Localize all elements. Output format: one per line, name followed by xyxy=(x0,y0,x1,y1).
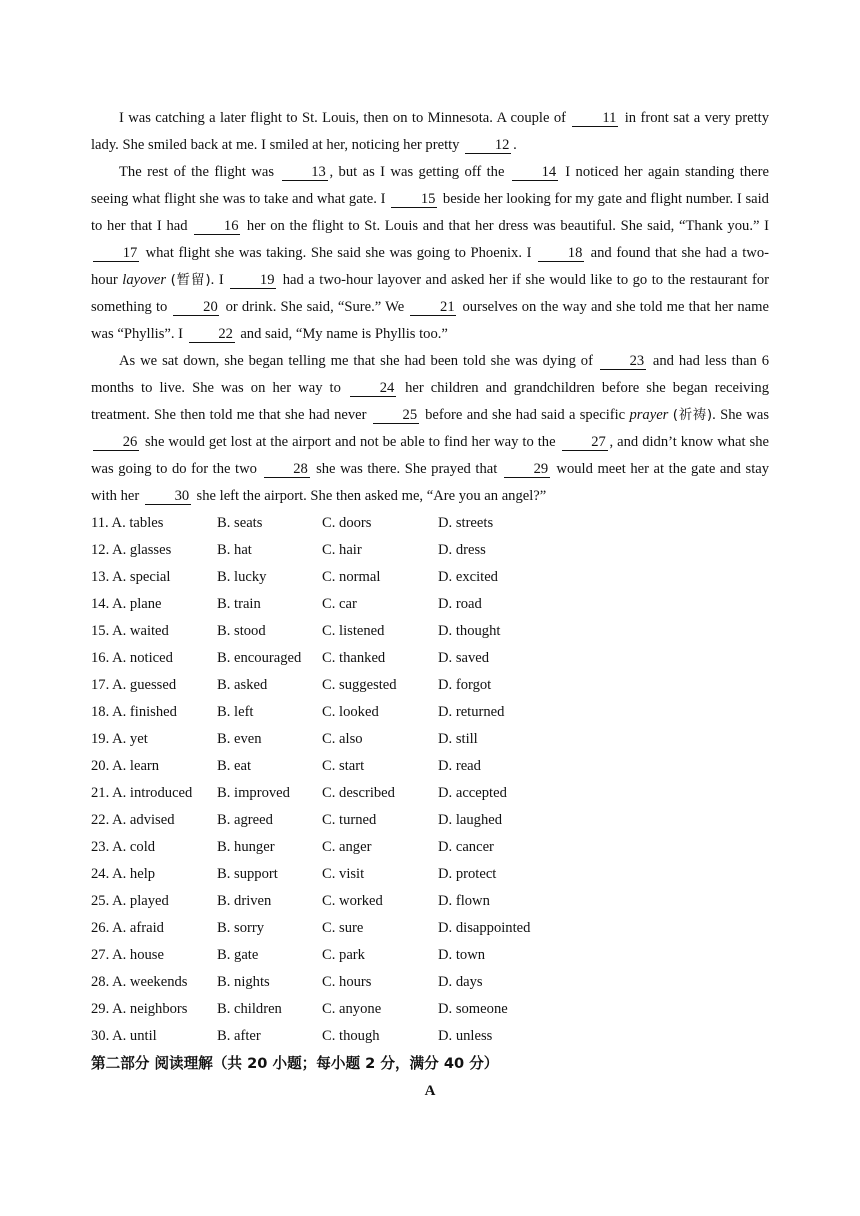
blank-13: 13 xyxy=(282,164,328,181)
option-c: C. anger xyxy=(322,839,372,855)
option-c: C. sure xyxy=(322,920,364,936)
blank-20: 20 xyxy=(173,299,219,316)
option-row xyxy=(91,807,791,834)
option-a: 16. A. noticed xyxy=(91,650,173,666)
option-a: 26. A. afraid xyxy=(91,920,164,936)
option-a: 12. A. glasses xyxy=(91,542,172,558)
option-a: 24. A. help xyxy=(91,866,156,882)
option-row xyxy=(91,942,791,969)
blank-24: 24 xyxy=(350,380,396,397)
gloss-term: prayer xyxy=(629,407,669,423)
option-c: C. start xyxy=(322,758,365,774)
blank-26: 26 xyxy=(93,434,139,451)
option-c: C. described xyxy=(322,785,395,801)
passage-text: had a two-hour layover and asked her if she would like to go to the restaurant for something to xyxy=(91,272,769,315)
option-b: B. encouraged xyxy=(217,650,302,666)
option-a: 30. A. until xyxy=(91,1028,157,1044)
option-row xyxy=(91,672,791,699)
blank-21: 21 xyxy=(410,299,456,316)
option-b: B. hat xyxy=(217,542,252,558)
option-a: 27. A. house xyxy=(91,947,164,963)
blank-18: 18 xyxy=(538,245,584,262)
passage-text: , but as I was getting off the xyxy=(329,164,505,180)
passage-text: what flight she was taking. She said she was going to Phoenix. I xyxy=(145,245,532,261)
blank-16: 16 xyxy=(194,218,240,235)
option-a: 13. A. special xyxy=(91,569,171,585)
paragraph-2 xyxy=(91,159,769,348)
passage-text: or drink. She said, “Sure.” We xyxy=(225,299,405,315)
option-row xyxy=(91,537,791,564)
option-c: C. worked xyxy=(322,893,383,909)
option-d: D. someone xyxy=(438,1001,508,1017)
passage-text: and had less than 6 months to live. She was on her way to xyxy=(91,353,770,396)
passage-text: . I xyxy=(210,272,224,288)
blank-19: 19 xyxy=(230,272,276,289)
option-c: C. visit xyxy=(322,866,365,882)
option-c: C. doors xyxy=(322,515,372,531)
option-d: D. cancer xyxy=(438,839,494,855)
blank-27: 27 xyxy=(562,434,608,451)
blank-22: 22 xyxy=(189,326,235,343)
option-a: 14. A. plane xyxy=(91,596,162,612)
option-b: B. gate xyxy=(217,947,259,963)
option-row xyxy=(91,888,791,915)
option-c: C. hours xyxy=(322,974,372,990)
gloss-term: layover xyxy=(122,272,167,288)
blank-15: 15 xyxy=(391,191,437,208)
passage-text: I noticed her again standing there seeing what flight she was to take and what gate. I xyxy=(91,164,769,207)
option-a: 15. A. waited xyxy=(91,623,169,639)
option-d: D. road xyxy=(438,596,482,612)
option-a: 21. A. introduced xyxy=(91,785,193,801)
option-a: 19. A. yet xyxy=(91,731,148,747)
blank-17: 17 xyxy=(93,245,139,262)
blank-29: 29 xyxy=(504,461,550,478)
option-c: C. though xyxy=(322,1028,380,1044)
option-row xyxy=(91,726,791,753)
option-d: D. still xyxy=(438,731,478,747)
option-c: C. looked xyxy=(322,704,379,720)
passage-text: ourselves on the way and she told me that her name was “Phyllis”. I xyxy=(91,299,769,342)
option-d: D. disappointed xyxy=(438,920,531,936)
option-a: 20. A. learn xyxy=(91,758,160,774)
passage-text: and said, “My name is Phyllis too.” xyxy=(240,326,448,342)
passage-text: her children and grandchildren before she began receiving treatment. She then told me that she had never xyxy=(91,380,769,423)
option-b: B. after xyxy=(217,1028,261,1044)
passage-text: before and she had said a specific xyxy=(425,407,626,423)
option-b: B. agreed xyxy=(217,812,273,828)
option-b: B. lucky xyxy=(217,569,267,585)
option-c: C. car xyxy=(322,596,357,612)
option-d: D. forgot xyxy=(438,677,492,693)
option-d: D. excited xyxy=(438,569,498,585)
option-b: B. even xyxy=(217,731,262,747)
option-b: B. nights xyxy=(217,974,270,990)
option-row xyxy=(91,780,791,807)
option-c: C. hair xyxy=(322,542,362,558)
paragraph-1 xyxy=(91,105,769,159)
option-row xyxy=(91,699,791,726)
option-row xyxy=(91,1023,791,1050)
blank-14: 14 xyxy=(512,164,558,181)
option-row xyxy=(91,861,791,888)
cloze-passage xyxy=(91,105,769,510)
blank-12: 12 xyxy=(465,137,511,154)
option-b: B. driven xyxy=(217,893,272,909)
blank-23: 23 xyxy=(600,353,646,370)
option-c: C. also xyxy=(322,731,363,747)
option-c: C. thanked xyxy=(322,650,386,666)
option-row xyxy=(91,753,791,780)
option-d: D. unless xyxy=(438,1028,493,1044)
option-d: D. streets xyxy=(438,515,494,531)
option-row xyxy=(91,591,791,618)
option-b: B. children xyxy=(217,1001,282,1017)
option-c: C. turned xyxy=(322,812,377,828)
option-c: C. park xyxy=(322,947,365,963)
option-a: 29. A. neighbors xyxy=(91,1001,188,1017)
option-d: D. accepted xyxy=(438,785,507,801)
option-b: B. improved xyxy=(217,785,290,801)
option-row xyxy=(91,618,791,645)
option-d: D. read xyxy=(438,758,481,774)
option-d: D. flown xyxy=(438,893,490,909)
passage-text: she would get lost at the airport and not be able to find her way to the xyxy=(144,434,556,450)
chinese-gloss: (暂留) xyxy=(170,272,211,288)
passage-text: I was catching a later flight to St. Louis, then on to Minnesota. A couple of xyxy=(119,110,566,126)
blank-30: 30 xyxy=(145,488,191,505)
passage-text: As we sat down, she began telling me that she had been told she was dying of xyxy=(119,353,593,369)
option-b: B. sorry xyxy=(217,920,265,936)
option-a: 25. A. played xyxy=(91,893,169,909)
option-d: D. laughed xyxy=(438,812,503,828)
passage-text: , and didn’t know what she was going to do for the two xyxy=(91,434,769,477)
option-row xyxy=(91,834,791,861)
passage-text: in front sat a very pretty lady. She smiled back at me. I smiled at her, noticing her pretty xyxy=(91,110,769,153)
option-d: D. dress xyxy=(438,542,486,558)
option-b: B. support xyxy=(217,866,278,882)
option-row xyxy=(91,510,791,537)
passage-letter: A xyxy=(424,1083,436,1099)
passage-text: beside her looking for my gate and flight number. I said to her that I had xyxy=(91,191,769,234)
option-c: C. suggested xyxy=(322,677,397,693)
option-d: D. saved xyxy=(438,650,490,666)
option-a: 28. A. weekends xyxy=(91,974,188,990)
option-a: 11. A. tables xyxy=(91,515,164,531)
option-d: D. protect xyxy=(438,866,497,882)
passage-text: would meet her at the gate and stay with her xyxy=(91,461,770,504)
option-a: 17. A. guessed xyxy=(91,677,177,693)
passage-text: her on the flight to St. Louis and that her dress was beautiful. She said, “Thank you.” I xyxy=(246,218,769,234)
passage-text: The rest of the flight was xyxy=(119,164,275,180)
paragraph-3 xyxy=(91,348,769,510)
blank-25: 25 xyxy=(373,407,419,424)
option-d: D. returned xyxy=(438,704,505,720)
option-c: C. listened xyxy=(322,623,385,639)
passage-text: she left the airport. She then asked me, “Are you an angel?” xyxy=(196,488,547,504)
option-row xyxy=(91,645,791,672)
passage-text: she was there. She prayed that xyxy=(316,461,498,477)
option-row xyxy=(91,564,791,591)
option-b: B. stood xyxy=(217,623,266,639)
option-d: D. days xyxy=(438,974,483,990)
option-b: B. hunger xyxy=(217,839,275,855)
option-row xyxy=(91,969,791,996)
option-a: 23. A. cold xyxy=(91,839,156,855)
option-b: B. train xyxy=(217,596,261,612)
chinese-gloss: (祈祷) xyxy=(672,407,713,423)
option-d: D. town xyxy=(438,947,486,963)
option-a: 18. A. finished xyxy=(91,704,177,720)
option-b: B. seats xyxy=(217,515,263,531)
option-d: D. thought xyxy=(438,623,501,639)
passage-text: . She was xyxy=(712,407,770,423)
option-row xyxy=(91,996,791,1023)
option-a: 22. A. advised xyxy=(91,812,175,828)
option-c: C. anyone xyxy=(322,1001,382,1017)
passage-text: . xyxy=(513,137,517,153)
passage-text: and found that she had a two-hour xyxy=(91,245,769,288)
option-c: C. normal xyxy=(322,569,381,585)
option-b: B. left xyxy=(217,704,254,720)
option-row xyxy=(91,915,791,942)
blank-28: 28 xyxy=(264,461,310,478)
option-b: B. asked xyxy=(217,677,268,693)
blank-11: 11 xyxy=(572,110,618,127)
section-heading: 第二部分 阅读理解（共 20 小题；每小题 2 分，满分 40 分） xyxy=(91,1055,499,1072)
option-b: B. eat xyxy=(217,758,252,774)
answer-options xyxy=(91,510,791,1050)
